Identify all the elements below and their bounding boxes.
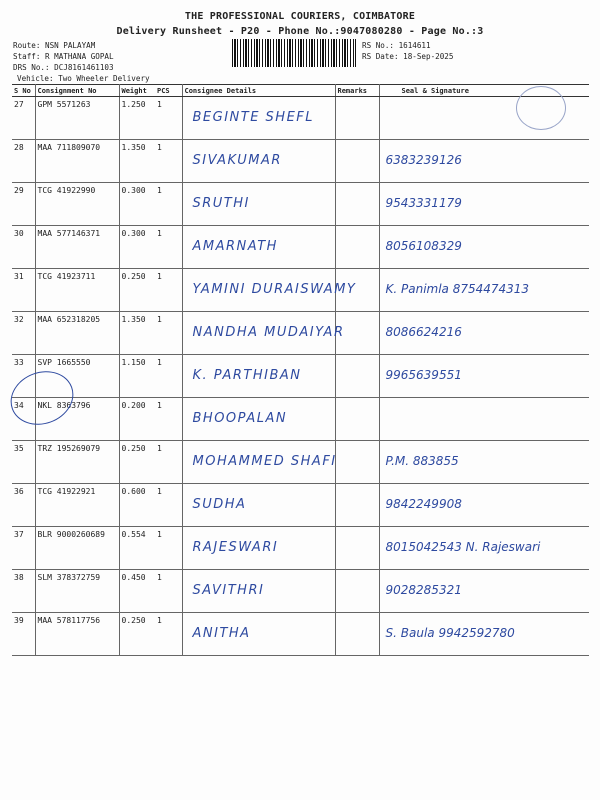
row-sno: 27 <box>12 97 35 140</box>
row-remarks <box>335 441 379 484</box>
row-pcs: 1 <box>155 97 182 140</box>
row-weight: 1.250 <box>119 97 155 140</box>
col-weight: Weight <box>119 85 155 97</box>
table-row <box>12 140 589 183</box>
consignee-name: SRUTHI <box>192 196 250 211</box>
row-weight: 1.350 <box>119 312 155 355</box>
row-consignment: TCG 41923711 <box>35 269 119 312</box>
route: Route: NSN PALAYAM <box>13 41 96 50</box>
row-signature <box>379 527 589 570</box>
row-signature <box>379 312 589 355</box>
row-pcs: 1 <box>155 484 182 527</box>
table-row <box>12 269 589 312</box>
row-consignee <box>182 97 335 140</box>
row-consignee <box>182 484 335 527</box>
row-consignee <box>182 269 357 312</box>
col-remarks: Remarks <box>335 85 379 97</box>
staff: Staff: R MATHANA GOPAL <box>13 52 114 61</box>
row-signature <box>379 226 589 269</box>
table-row <box>12 398 589 441</box>
row-pcs: 1 <box>155 183 182 226</box>
row-sno: 32 <box>12 312 35 355</box>
row-weight: 0.600 <box>119 484 155 527</box>
table-row <box>12 355 589 398</box>
consignee-name: SAVITHRI <box>192 583 265 598</box>
seal-stamp <box>516 86 566 130</box>
signature-text: P.M. 883855 <box>385 454 459 468</box>
row-remarks <box>335 97 379 140</box>
rs-number: RS No.: 1614611 <box>362 41 431 50</box>
consignee-name: BHOOPALAN <box>192 411 288 426</box>
table-row <box>12 97 589 140</box>
row-consignee <box>182 398 335 441</box>
signature-text: 6383239126 <box>385 153 462 167</box>
rs-date: RS Date: 18-Sep-2025 <box>362 52 454 61</box>
row-remarks <box>335 183 379 226</box>
row-pcs: 1 <box>155 570 182 613</box>
row-pcs: 1 <box>155 269 182 312</box>
row-sno: 31 <box>12 269 35 312</box>
row-remarks <box>335 570 379 613</box>
row-sno: 38 <box>12 570 35 613</box>
row-pcs: 1 <box>155 355 182 398</box>
row-consignment: NKL 8363796 <box>35 398 119 441</box>
row-signature <box>379 441 589 484</box>
row-consignment: MAA 652318205 <box>35 312 119 355</box>
row-signature <box>379 269 589 312</box>
signature-text: S. Baula 9942592780 <box>385 626 515 640</box>
table-row <box>12 613 589 656</box>
col-consignment: Consignment No <box>35 85 119 97</box>
row-signature <box>379 398 589 441</box>
vehicle: Vehicle: Two Wheeler Delivery <box>17 74 150 83</box>
row-consignment: BLR 9000260689 <box>35 527 119 570</box>
table-row <box>12 441 589 484</box>
row-consignment: SVP 1665550 <box>35 355 119 398</box>
row-consignee <box>182 570 335 613</box>
row-weight: 0.554 <box>119 527 155 570</box>
row-pcs: 1 <box>155 312 182 355</box>
signature-text: 9965639551 <box>385 368 462 382</box>
runsheet-table <box>12 84 589 656</box>
barcode <box>232 39 356 67</box>
consignee-name: SIVAKUMAR <box>192 153 282 168</box>
row-remarks <box>335 355 379 398</box>
row-pcs: 1 <box>155 140 182 183</box>
row-sno: 35 <box>12 441 35 484</box>
row-pcs: 1 <box>155 398 182 441</box>
consignee-name: AMARNATH <box>192 239 278 254</box>
table-row <box>12 570 589 613</box>
row-signature <box>379 183 589 226</box>
row-weight: 0.300 <box>119 226 155 269</box>
consignee-name: K. PARTHIBAN <box>192 368 302 383</box>
col-pcs: PCS <box>155 85 182 97</box>
signature-text: 8056108329 <box>385 239 462 253</box>
signature-text: 9543331179 <box>385 196 462 210</box>
row-pcs: 1 <box>155 226 182 269</box>
row-signature <box>379 484 589 527</box>
row-weight: 0.250 <box>119 613 155 656</box>
consignee-name: ANITHA <box>192 626 251 641</box>
consignee-name: MOHAMMED SHAFI <box>192 454 337 469</box>
table-row <box>12 484 589 527</box>
row-remarks <box>335 226 379 269</box>
row-signature <box>379 140 589 183</box>
row-sno: 34 <box>12 398 35 441</box>
row-consignee <box>182 355 335 398</box>
table-row <box>12 527 589 570</box>
table-row <box>12 226 589 269</box>
row-consignment: TRZ 195269079 <box>35 441 119 484</box>
runsheet-title: Delivery Runsheet - P20 - Phone No.:9047080280 - Page No.:3 <box>116 26 484 37</box>
consignee-name: BEGINTE SHEFL <box>192 110 315 125</box>
row-sno: 30 <box>12 226 35 269</box>
row-consignment: GPM 5571263 <box>35 97 119 140</box>
table-row <box>12 183 589 226</box>
row-consignment: MAA 711809070 <box>35 140 119 183</box>
signature-text: K. Panimla 8754474313 <box>385 282 530 296</box>
table-row <box>12 312 589 355</box>
row-consignee <box>182 527 335 570</box>
row-consignee <box>182 140 335 183</box>
col-signature: Seal & Signature <box>379 85 589 97</box>
row-consignee <box>182 312 345 355</box>
company-title: THE PROFESSIONAL COURIERS, COIMBATORE <box>184 11 416 22</box>
col-sno: S No <box>12 85 35 97</box>
row-consignment: MAA 577146371 <box>35 226 119 269</box>
row-consignment: TCG 41922990 <box>35 183 119 226</box>
row-consignee <box>182 613 335 656</box>
row-sno: 36 <box>12 484 35 527</box>
row-sno: 28 <box>12 140 35 183</box>
consignee-name: NANDHA MUDAIYAR <box>192 325 345 340</box>
row-pcs: 1 <box>155 441 182 484</box>
signature-text: 8086624216 <box>385 325 462 339</box>
row-weight: 1.350 <box>119 140 155 183</box>
row-weight: 1.150 <box>119 355 155 398</box>
row-remarks <box>335 398 379 441</box>
consignee-name: SUDHA <box>192 497 247 512</box>
row-sno: 29 <box>12 183 35 226</box>
signature-text: 9028285321 <box>385 583 462 597</box>
row-consignee <box>182 183 335 226</box>
row-signature <box>379 613 589 656</box>
row-remarks <box>335 613 379 656</box>
row-sno: 33 <box>12 355 35 398</box>
row-remarks <box>335 484 379 527</box>
row-consignee <box>182 226 335 269</box>
row-consignee <box>182 441 335 484</box>
row-weight: 0.200 <box>119 398 155 441</box>
row-remarks <box>335 140 379 183</box>
row-signature <box>379 355 589 398</box>
row-signature <box>379 570 589 613</box>
signature-text: 9842249908 <box>385 497 462 511</box>
row-sno: 37 <box>12 527 35 570</box>
consignee-name: YAMINI DURAISWAMY <box>192 282 357 297</box>
row-pcs: 1 <box>155 613 182 656</box>
consignee-name: RAJESWARI <box>192 540 279 555</box>
table-header <box>12 85 589 97</box>
col-consignee: Consignee Details <box>182 85 335 97</box>
row-consignment: MAA 578117756 <box>35 613 119 656</box>
row-pcs: 1 <box>155 527 182 570</box>
row-weight: 0.450 <box>119 570 155 613</box>
row-consignment: TCG 41922921 <box>35 484 119 527</box>
signature-text: 8015042543 N. Rajeswari <box>385 540 541 554</box>
row-weight: 0.250 <box>119 441 155 484</box>
row-remarks <box>335 527 379 570</box>
row-consignment: SLM 378372759 <box>35 570 119 613</box>
drs-number: DRS No.: DCJ8161461103 <box>13 63 114 72</box>
row-sno: 39 <box>12 613 35 656</box>
row-weight: 0.250 <box>119 269 155 312</box>
row-weight: 0.300 <box>119 183 155 226</box>
